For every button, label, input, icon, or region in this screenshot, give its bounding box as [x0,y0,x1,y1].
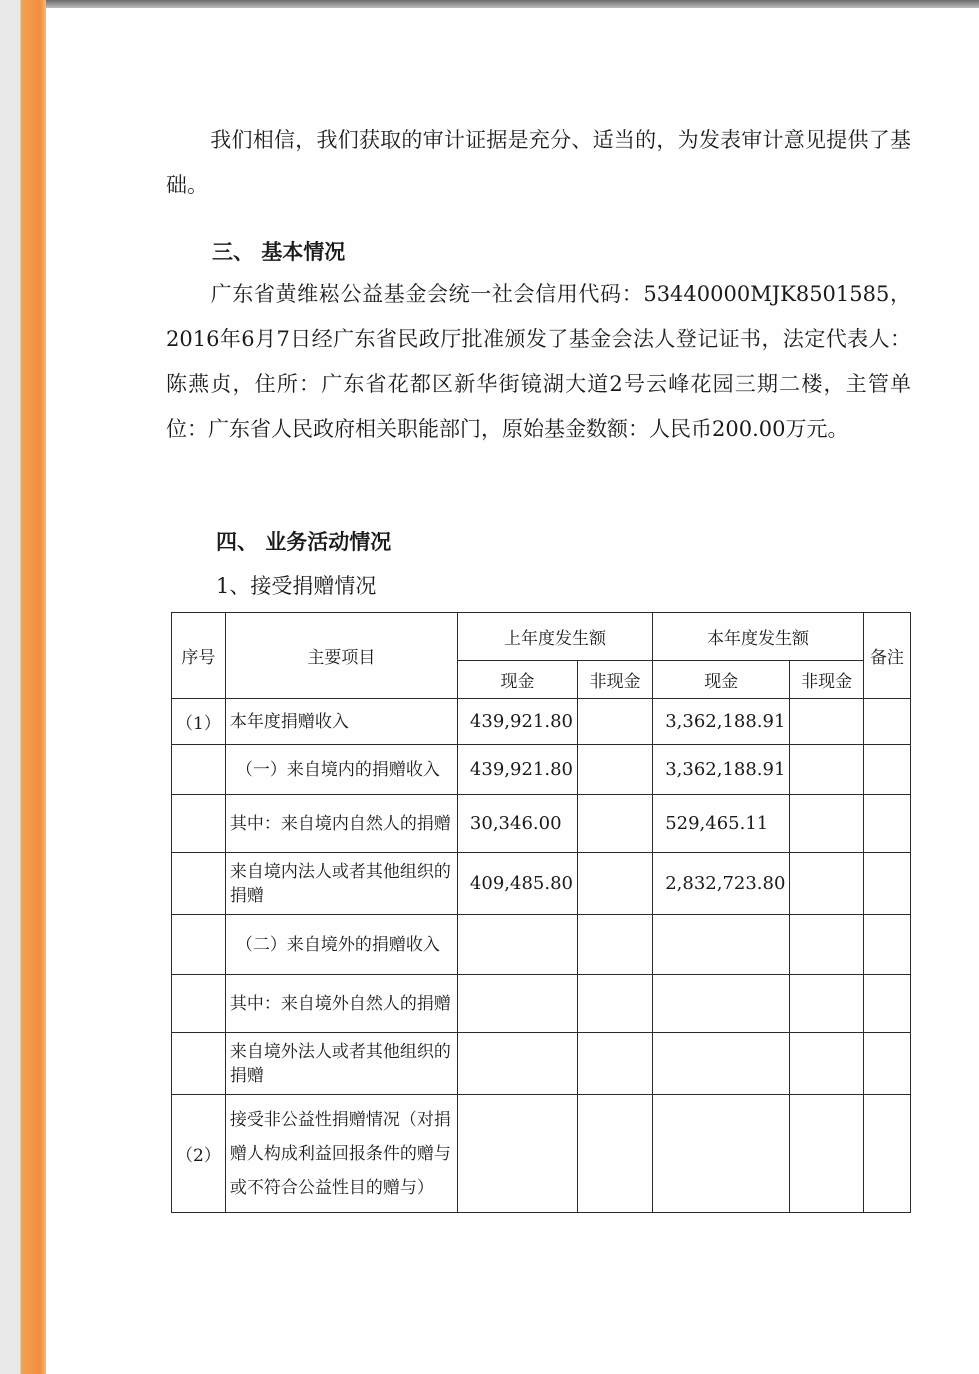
header-prev-noncash: 非现金 [577,661,652,699]
section-heading-basic-info: 三、 基本情况 [212,239,346,264]
table-row: 来自境外法人或者其他组织的捐赠 [172,1033,911,1095]
table-row: 其中：来自境内自然人的捐赠 30,346.00 529,465.11 [172,795,911,853]
header-seq: 序号 [172,613,226,699]
section-heading-business: 四、 业务活动情况 [216,529,392,554]
table-row: （2） 接受非公益性捐赠情况（对捐赠人构成利益回报条件的赠与或不符合公益性目的赠与） [172,1095,911,1213]
header-prev-cash: 现金 [457,661,577,699]
audit-basis-paragraph: 我们相信，我们获取的审计证据是充分、适当的，为发表审计意见提供了基础。 [166,128,911,197]
table-row: （二）来自境外的捐赠收入 [172,915,911,975]
header-remark: 备注 [863,613,910,699]
donations-table [171,612,911,1213]
header-curr-cash: 现金 [653,661,790,699]
header-prev-year: 上年度发生额 [457,613,652,661]
table-row: （1） 本年度捐赠收入 439,921.80 3,362,188.91 [172,699,911,745]
table-row: 其中：来自境外自然人的捐赠 [172,975,911,1033]
header-item: 主要项目 [225,613,457,699]
foundation-info-paragraph: 广东省黄维崧公益基金会统一社会信用代码：53440000MJK8501585，2016年6月7日经广东省民政厅批准颁发了基金会法人登记证书，法定代表人：陈燕贞，住所：广东省花都区新华街镜湖大道2号云峰花园三期二楼，主管单位：广东省人民政府相关职能部门，原始基金数额：人民币200.00万元。 [166,282,911,441]
header-curr-year: 本年度发生额 [653,613,864,661]
table-row: 来自境内法人或者其他组织的捐赠 409,485.80 2,832,723.80 [172,853,911,915]
scan-top-edge [0,0,979,8]
subheading-donations: 1、接受捐赠情况 [216,574,377,598]
table-row: （一）来自境内的捐赠收入 439,921.80 3,362,188.91 [172,745,911,795]
binder-strip [0,0,46,1374]
header-curr-noncash: 非现金 [790,661,863,699]
